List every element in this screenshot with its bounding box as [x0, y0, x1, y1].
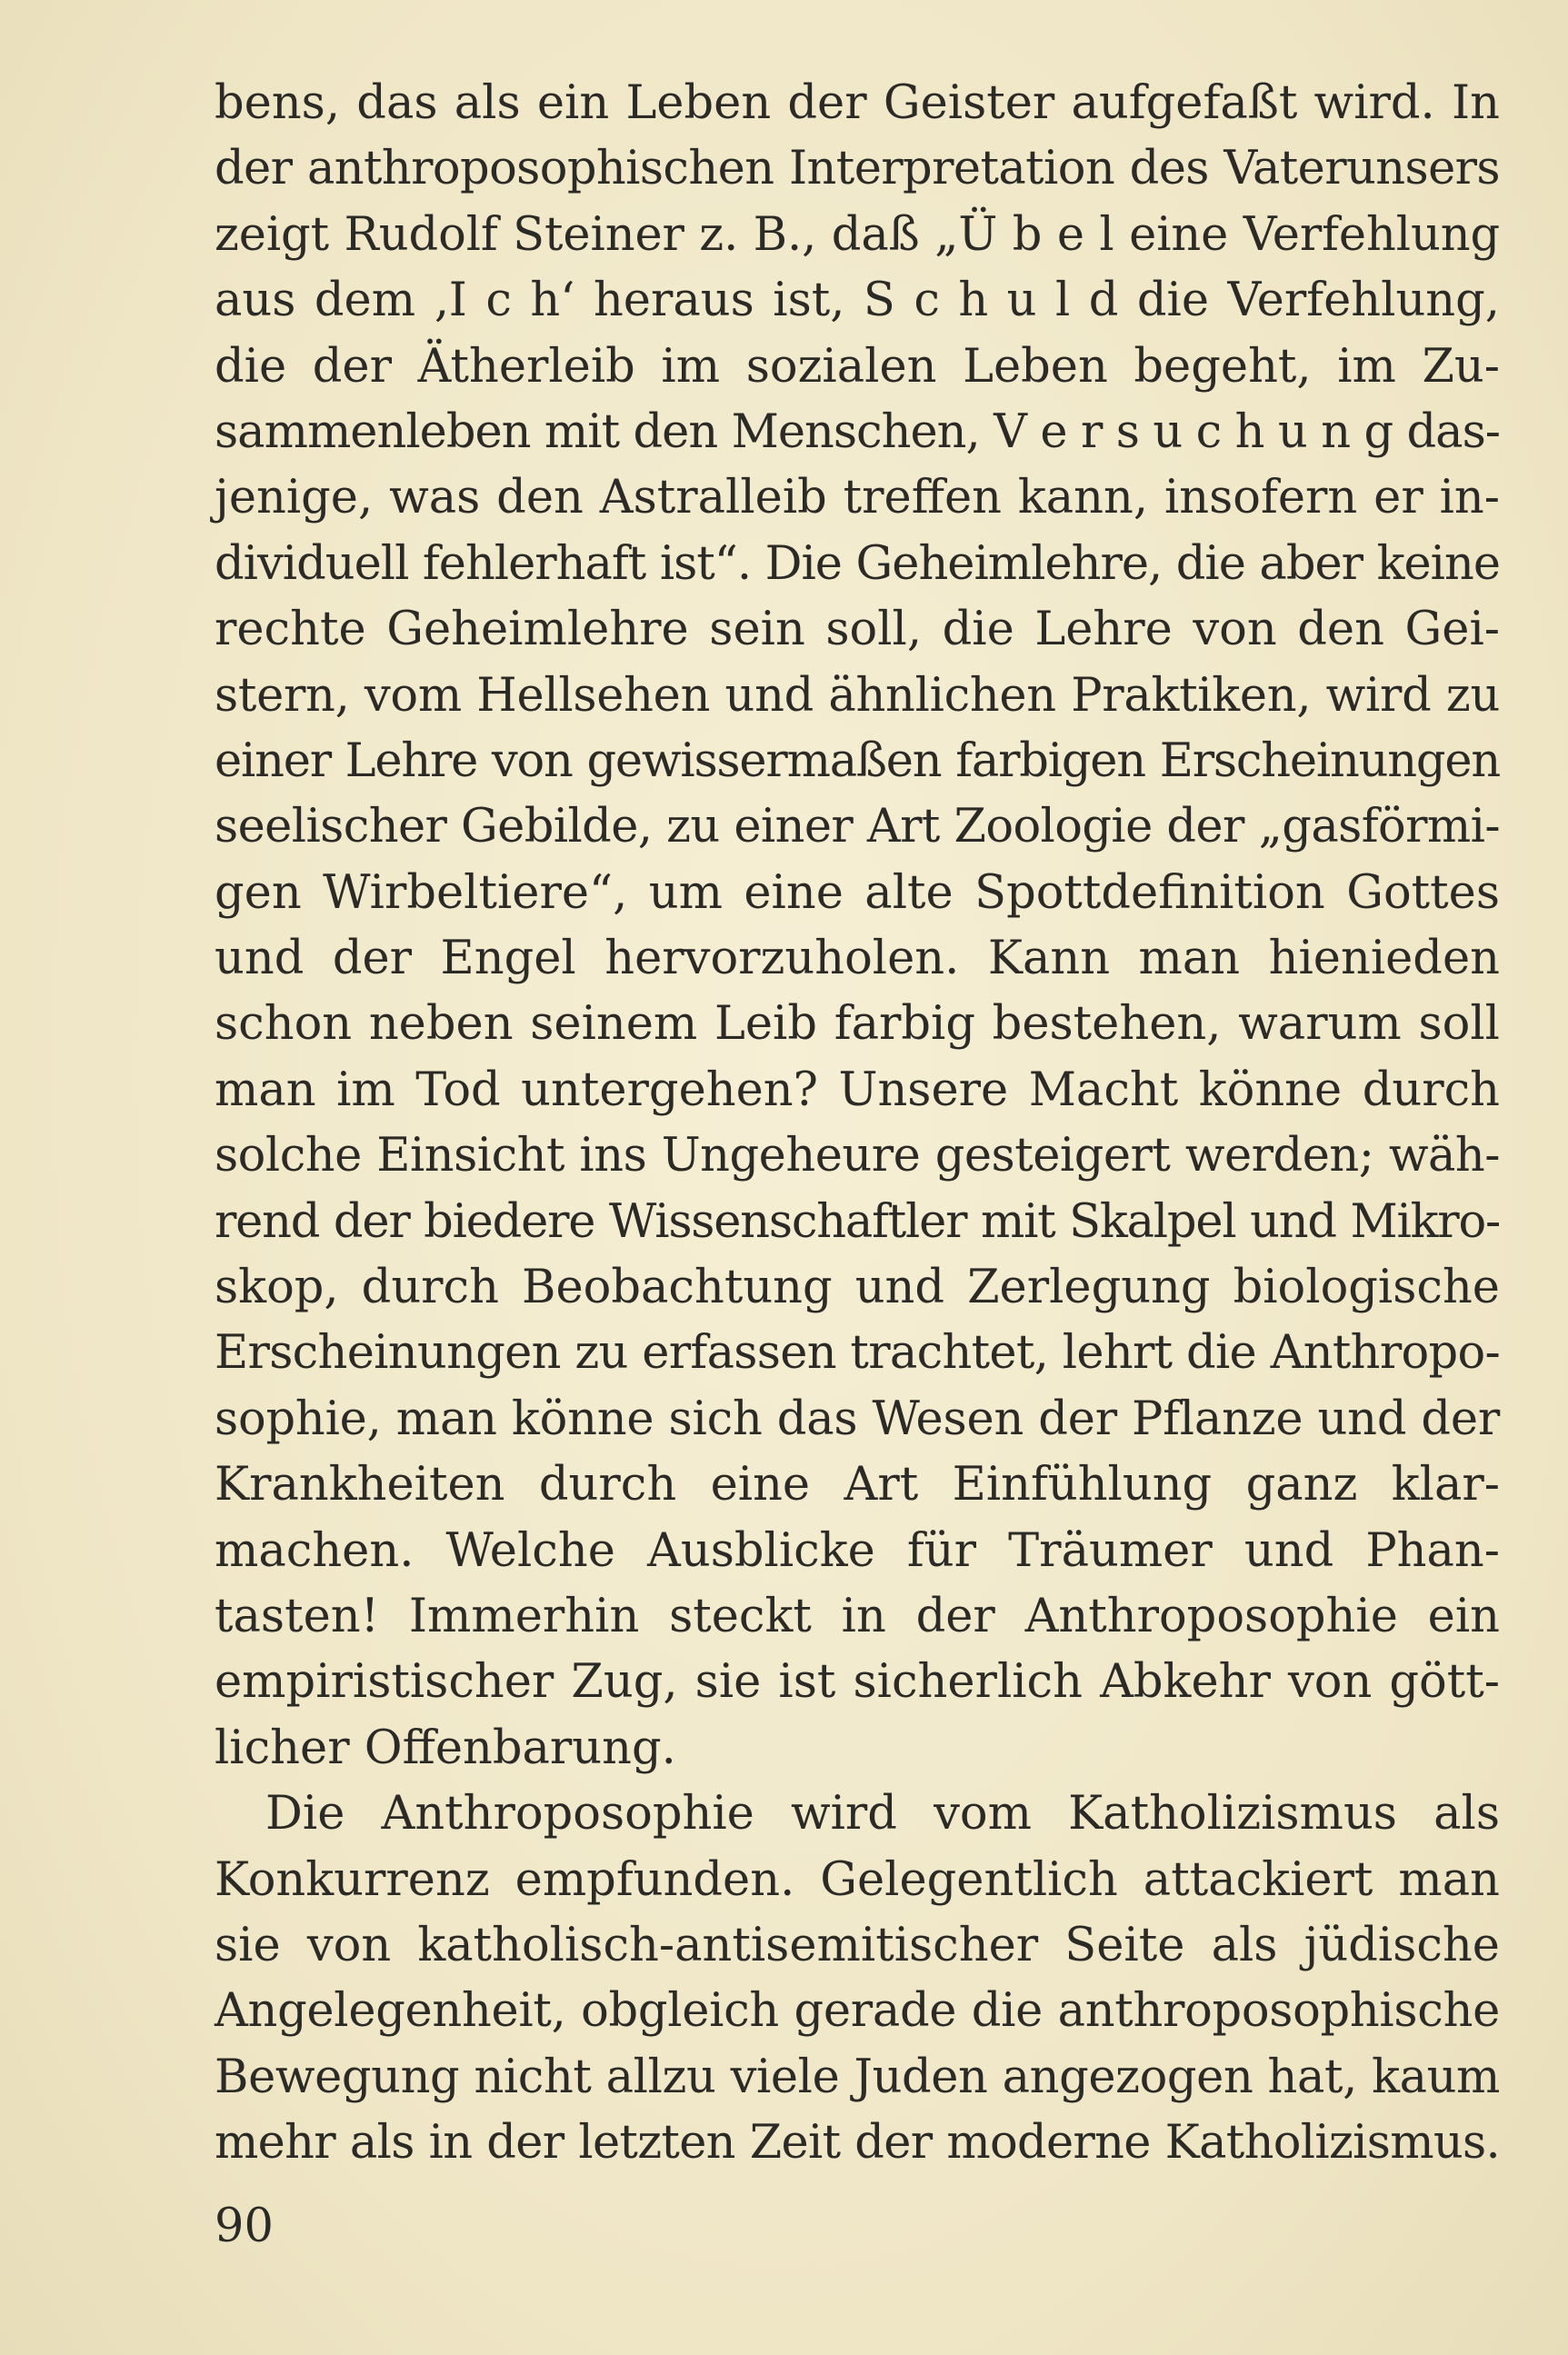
text-line: jenige, was den Astralleib treffen kann, insofern er in- [215, 471, 1500, 525]
text-line: empiristischer Zug, sie ist sicherlich Abkehr von gött- [215, 1655, 1500, 1710]
text-line: machen. Welche Ausblicke für Träumer und Phan- [215, 1523, 1500, 1578]
text-line: man im Tod untergehen? Unsere Macht könne durch [215, 1063, 1500, 1117]
text-line: der anthroposophischen Interpretation des Vaterunsers [215, 142, 1500, 196]
text-line: Erscheinungen zu erfassen trachtet, lehrt die Anthropo- [215, 1326, 1500, 1381]
text-line: Bewegung nicht allzu viele Juden angezogen hat, kaum [215, 2050, 1500, 2104]
text-line: skop, durch Beobachtung und Zerlegung biologische [215, 1261, 1500, 1315]
text-line: sammenleben mit den Menschen, V e r s u c h u n g das- [215, 404, 1500, 459]
text-line: und der Engel hervorzuholen. Kann man hienieden [215, 932, 1500, 986]
text-line: sophie, man könne sich das Wesen der Pflanze und der [215, 1392, 1500, 1446]
text-line: schon neben seinem Leib farbig bestehen, warum soll [215, 997, 1500, 1052]
text-line: licher Offenbarung. [215, 1721, 676, 1775]
text-line: die der Ätherleib im sozialen Leben begeht, im Zu- [215, 339, 1500, 394]
text-line: dividuell fehlerhaft ist“. Die Geheimlehre, die aber keine [215, 536, 1500, 591]
text-line: Angelegenheit, obgleich gerade die anthroposophische [215, 1984, 1500, 2039]
text-line: einer Lehre von gewissermaßen farbigen Erscheinungen [215, 733, 1500, 788]
text-line: Konkurrenz empfunden. Gelegentlich attackiert man [215, 1852, 1500, 1907]
page-number: 90 [215, 2200, 274, 2253]
text-line: seelischer Gebilde, zu einer Art Zoologie der „gasförmi- [215, 800, 1500, 854]
text-line: rechte Geheimlehre sein soll, die Lehre von den Gei- [215, 603, 1500, 657]
text-line: sie von katholisch-antisemitischer Seite als jüdische [215, 1918, 1500, 1972]
paragraph [215, 71, 1500, 1781]
text-line: gen Wirbeltiere“, um eine alte Spottdefinition Gottes [215, 865, 1500, 920]
text-line: Die Anthroposophie wird vom Katholizismus als [265, 1787, 1500, 1841]
text-line: bens, das als ein Leben der Geister aufgefaßt wird. In [215, 76, 1500, 130]
text-line: zeigt Rudolf Steiner z. B., daß „Ü b e l eine Verfehlung [215, 207, 1500, 262]
text-line: tasten! Immerhin steckt in der Anthroposophie ein [215, 1589, 1500, 1643]
text-line: mehr als in der letzten Zeit der moderne Katholizismus. [215, 2116, 1500, 2170]
body-text [215, 71, 1500, 2177]
text-line: aus dem ‚I c h‘ heraus ist, S c h u l d die Verfehlung, [215, 274, 1500, 328]
text-line: rend der biedere Wissenschaftler mit Skalpel und Mikro- [215, 1194, 1500, 1249]
text-line: solche Einsicht ins Ungeheure gesteigert werden; wäh- [215, 1129, 1500, 1183]
paragraph [215, 1781, 1500, 2176]
text-line: Krankheiten durch eine Art Einfühlung ganz klar- [215, 1458, 1500, 1512]
text-line: stern, vom Hellsehen und ähnlichen Praktiken, wird zu [215, 668, 1500, 723]
